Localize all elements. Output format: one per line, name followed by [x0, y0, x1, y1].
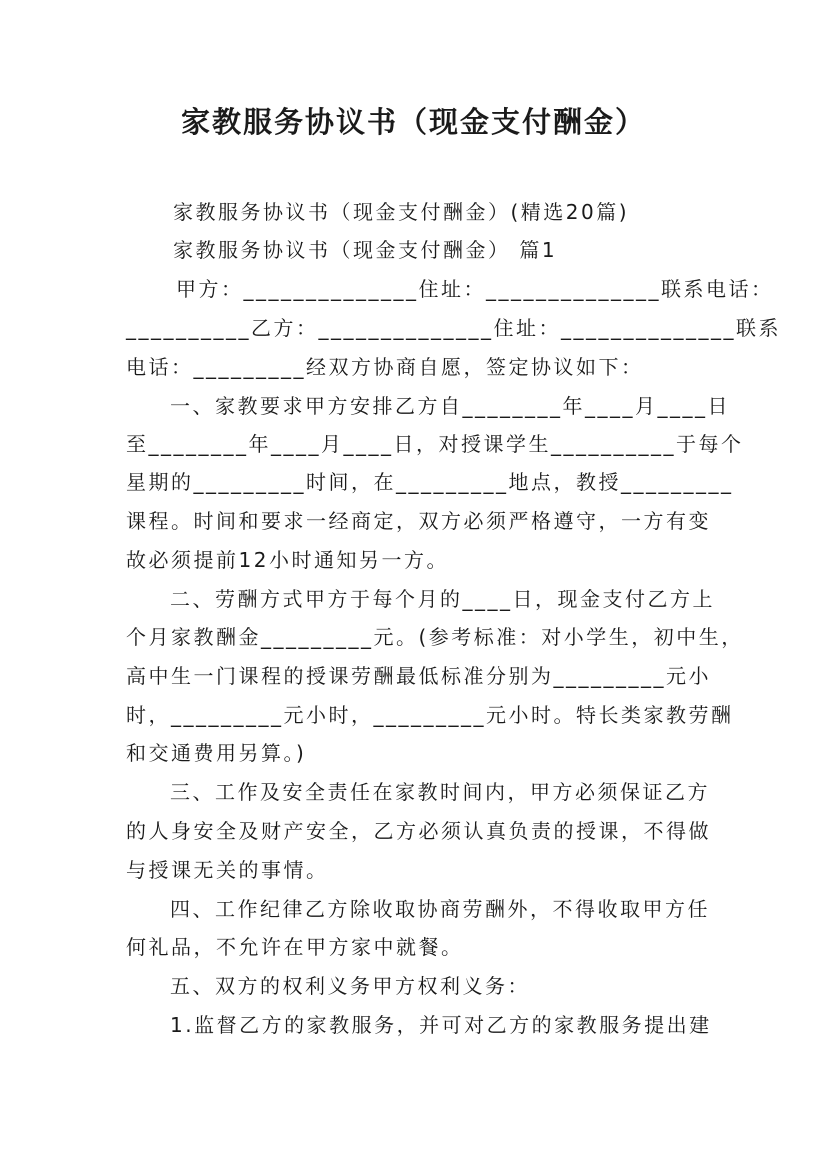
text-line: 家教服务协议书（现金支付酬金）(精选20篇)	[173, 200, 630, 224]
text-line: 的人身安全及财产安全，乙方必须认真负责的授课，不得做	[126, 819, 711, 843]
document-title: 家教服务协议书（现金支付酬金）	[180, 105, 646, 139]
text-line: 五、双方的权利义务甲方权利义务：	[170, 974, 530, 998]
text-line: 1.监督乙方的家教服务，并可对乙方的家教服务提出建	[170, 1013, 712, 1037]
text-line: __________乙方：______________住址：______________联系	[126, 316, 781, 340]
text-line: 至________年____月____日，对授课学生__________于每个	[126, 432, 744, 456]
text-line: 家教服务协议书（现金支付酬金） 篇1	[173, 238, 558, 262]
text-line: 和交通费用另算。)	[126, 741, 307, 765]
text-line: 二、劳酬方式甲方于每个月的____日，现金支付乙方上	[170, 587, 715, 611]
text-line: 三、工作及安全责任在家教时间内，甲方必须保证乙方	[170, 780, 710, 804]
text-line: 一、家教要求甲方安排乙方自________年____月____日	[170, 394, 730, 418]
text-line: 时，_________元小时，_________元小时。特长类家教劳酬	[126, 703, 734, 727]
text-line: 四、工作纪律乙方除收取协商劳酬外，不得收取甲方任	[170, 897, 710, 921]
text-line: 星期的_________时间，在_________地点，教授_________	[126, 470, 734, 494]
text-line: 个月家教酬金_________元。(参考标准：对小学生，初中生，	[126, 625, 744, 649]
text-line: 课程。时间和要求一经商定，双方必须严格遵守，一方有变	[126, 509, 711, 533]
text-line: 甲方：______________住址：______________联系电话：	[176, 277, 774, 301]
text-line: 高中生一门课程的授课劳酬最低标准分别为_________元小	[126, 664, 711, 688]
text-line: 与授课无关的事情。	[126, 858, 329, 882]
text-line: 电话：_________经双方协商自愿，签定协议如下：	[126, 355, 644, 379]
text-line: 故必须提前12小时通知另一方。	[126, 548, 449, 572]
text-line: 何礼品，不允许在甲方家中就餐。	[126, 935, 464, 959]
